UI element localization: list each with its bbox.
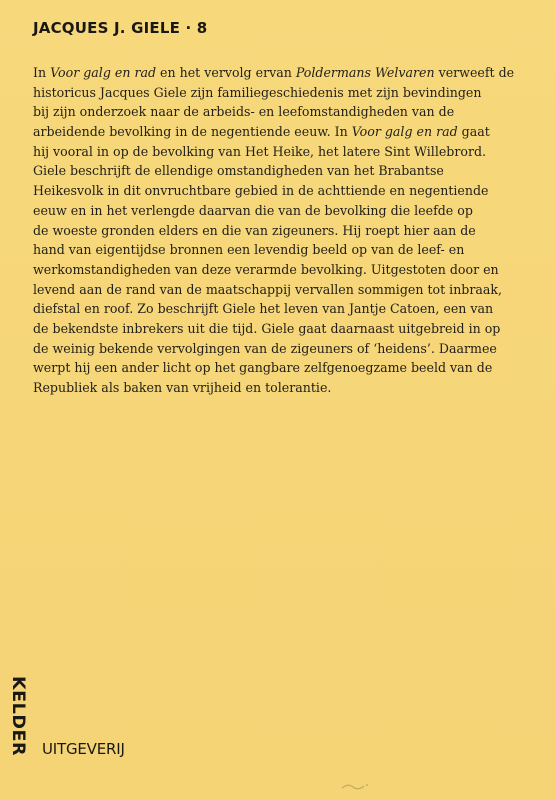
blurb-line bbox=[33, 358, 525, 378]
blurb-line bbox=[33, 161, 525, 181]
kelder-wordmark-text: KELDER bbox=[8, 676, 28, 754]
blurb-segment: bij zijn onderzoek naar de arbeids- en leefomstandigheden van de bbox=[33, 104, 455, 120]
book-title-italic: Voor galg en rad bbox=[50, 65, 157, 80]
blurb-segment: In bbox=[33, 65, 51, 80]
blurb-line bbox=[33, 83, 525, 103]
blurb-segment: de weinig bekende vervolgingen van de zigeuners of ‘heidens’. Daarmee bbox=[33, 340, 497, 356]
blurb-line bbox=[33, 181, 525, 201]
blurb-segment: Giele beschrijft de ellendige omstandigheden van het Brabantse bbox=[33, 163, 444, 179]
series-title: JACQUES J. GIELE · 8 bbox=[33, 19, 208, 37]
blurb-line bbox=[33, 339, 525, 359]
blurb-segment: Heikesvolk in dit onvruchtbare gebied in de achttiende en negentiende bbox=[33, 183, 489, 199]
blurb-line bbox=[33, 378, 525, 398]
blurb-line bbox=[33, 260, 525, 280]
blurb-segment: hij vooral in op de bevolking van Het Heike, het latere Sint Willebrord. bbox=[33, 143, 487, 159]
blurb-line bbox=[33, 63, 525, 83]
blurb-text bbox=[33, 63, 525, 398]
blurb-segment: historicus Jacques Giele zijn familiegeschiedenis met zijn bevindingen bbox=[33, 84, 482, 100]
kelder-wordmark bbox=[8, 676, 42, 766]
blurb-line bbox=[33, 240, 525, 260]
blurb-line bbox=[33, 299, 525, 319]
blurb-segment: hand van eigentijdse bronnen een levendig beeld op van de leef- en bbox=[33, 242, 465, 258]
blurb-segment: en het vervolg ervan bbox=[156, 65, 296, 80]
publisher-logo bbox=[8, 676, 162, 766]
blurb-segment: Republiek als baken van vrijheid en tolerantie. bbox=[33, 380, 332, 395]
blurb-line bbox=[33, 142, 525, 162]
blurb-segment: de woeste gronden elders en die van zigeuners. Hij roept hier aan de bbox=[33, 222, 476, 238]
blurb-segment: de bekendste inbrekers uit die tijd. Giele gaat daarnaast uitgebreid in op bbox=[33, 320, 501, 336]
book-title-italic: Voor galg en rad bbox=[351, 124, 458, 140]
blurb-line bbox=[33, 280, 525, 300]
blurb-line bbox=[33, 122, 525, 142]
blurb-segment: diefstal en roof. Zo beschrijft Giele het leven van Jantje Catoen, een van bbox=[33, 301, 494, 317]
print-smudge-mark bbox=[340, 780, 370, 794]
blurb-segment: verweeft de bbox=[434, 65, 515, 80]
blurb-segment: werkomstandigheden van deze verarmde bevolking. Uitgestoten door en bbox=[33, 261, 499, 277]
imprint-label: UITGEVERIJ bbox=[42, 740, 125, 758]
blurb-segment: levend aan de rand van de maatschappij vervallen sommigen tot inbraak, bbox=[33, 281, 503, 297]
blurb-line bbox=[33, 102, 525, 122]
blurb-line bbox=[33, 201, 525, 221]
blurb-segment: arbeidende bevolking in de negentiende eeuw. In bbox=[33, 124, 352, 140]
blurb-segment: eeuw en in het verlengde daarvan die van de bevolking die leefde op bbox=[33, 202, 473, 218]
blurb-segment: gaat bbox=[457, 124, 490, 140]
blurb-line bbox=[33, 319, 525, 339]
blurb-line bbox=[33, 221, 525, 241]
book-title-italic: Poldermans Welvaren bbox=[295, 65, 435, 80]
blurb-segment: werpt hij een ander licht op het gangbare zelfgenoegzame beeld van de bbox=[33, 360, 493, 376]
